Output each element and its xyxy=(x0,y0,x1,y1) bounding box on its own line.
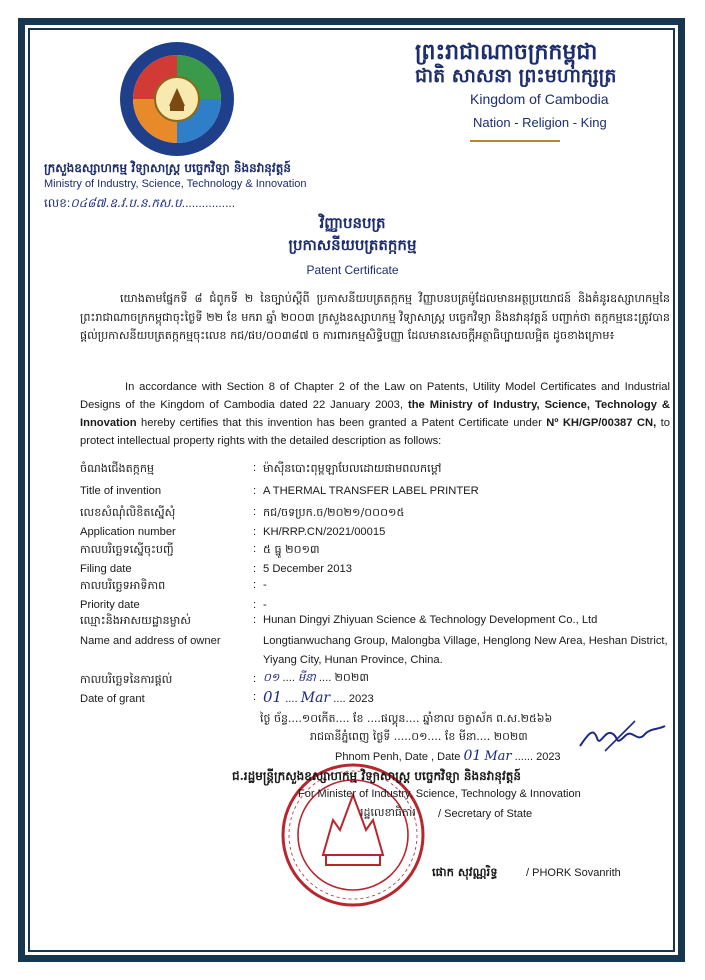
grant-kh-day: ០១ xyxy=(263,671,280,684)
handwritten-signature xyxy=(575,716,670,756)
field-filing-en: Filing date xyxy=(80,563,132,575)
field-grant-kh: កាលបរិច្ឆេទនៃការផ្តល់ xyxy=(80,673,173,686)
field-grant-val-kh: ០១ .... មីនា .... ២០២៣ xyxy=(263,671,369,684)
date-prefix: Phnom Penh, Date xyxy=(335,751,428,763)
grant-kh-year: ២០២៣ xyxy=(334,672,369,684)
field-filing-val-kh: ៥ ធ្នូ ២០១៣ xyxy=(263,543,320,556)
sign-month: Mar xyxy=(484,749,512,764)
cert-title-en: Patent Certificate xyxy=(306,263,399,277)
ministry-name-en: Ministry of Industry, Science, Technology & Innovation xyxy=(44,178,307,190)
field-priority-val-en: - xyxy=(263,599,267,611)
intro-en xyxy=(80,378,670,450)
intro-en-part3: to protect intellectual property rights with the detailed description as follows: xyxy=(80,417,670,447)
field-priority-kh: កាលបរិច្ឆេទអាទិភាព xyxy=(80,579,166,592)
role-en: For Minister of Industry, Science, Technology & Innovation xyxy=(298,788,581,800)
field-title-en: Title of invention xyxy=(80,485,162,497)
field-owner-val-line3: Yiyang City, Hunan Province, China. xyxy=(263,654,443,666)
grant-kh-month: មីនា xyxy=(298,671,316,684)
ref-prefix: លេខ: xyxy=(44,196,71,210)
field-owner-val-line2: Longtianwuchang Group, Malongba Village, Henglong New Area, Heshan District, xyxy=(263,635,668,647)
field-priority-en: Priority date xyxy=(80,599,140,611)
intro-kh: យោងតាមផ្នែកទី ៨ ជំពូកទី ២ នៃច្បាប់ស្តីពី ប្រកាសនីយបត្រតក្កកម្ម វិញ្ញាបនបត្រម៉ូដែលមានអត្ថប្រយោជន៍ និងគំនូរឧស្សាហកម្មនៃព្រះរាជាណាចក្រកម្ពុជាចុះថ្ងៃទី ២២ ខែ មករា ឆ្នាំ ២០០៣ ក្រសួងឧស្សាហកម្ម វិទ្យាសាស្ត្រ បច្ចេកវិទ្យា និងនវានុវត្តន៍ បញ្ជាក់ថា តក្កកម្មនេះត្រូវបានផ្តល់ប្រកាសនីយបត្រតក្កកម្មចុះលេខ កជ/ផប/០០៣៨៧ ច ការពារកម្មសិទ្ធិបញ្ញា ដែលមានសេចក្តីអត្ថាធិប្បាយលម្អិត ដូចខាងក្រោម៖ xyxy=(80,292,670,342)
cert-title-kh-line1: វិញ្ញាបនបត្រ xyxy=(319,214,386,232)
kingdom-kh-line2: ជាតិ សាសនា ព្រះមហាក្សត្រ xyxy=(415,65,617,87)
field-filing-val-en: 5 December 2013 xyxy=(263,563,352,575)
ref-dots: ................ xyxy=(181,196,236,210)
field-title-val-en: A THERMAL TRANSFER LABEL PRINTER xyxy=(263,485,479,497)
kingdom-kh-line1: ព្រះរាជាណាចក្រកម្ពុជា xyxy=(415,39,598,65)
field-filing-kh: កាលបរិច្ឆេទស្នើចុះបញ្ជី xyxy=(80,543,174,556)
reference-line xyxy=(44,195,235,213)
grant-month: Mar xyxy=(300,690,331,706)
cert-title-kh-line2: ប្រកាសនីយបត្រតក្កកម្ម xyxy=(288,236,417,254)
field-priority-val-kh: - xyxy=(263,579,267,591)
ministry-logo xyxy=(118,40,236,158)
field-app-kh: លេខសំណុំលិខិតស្នើសុំ xyxy=(80,506,176,519)
field-app-val-en: KH/RRP.CN/2021/00015 xyxy=(263,526,386,538)
field-owner-val-line1: Hunan Dingyi Zhiyuan Science & Technology Development Co., Ltd xyxy=(263,614,598,626)
intro-en-part2: hereby certifies that this invention has been granted a Patent Certificate under xyxy=(136,417,547,429)
field-app-val-kh: កជ/ចទប្រក.ច/២០២១/០០០១៥ xyxy=(263,506,405,519)
signer-name-kh: ផោក សុវណ្ណរិទ្ធ xyxy=(432,865,498,879)
motto-en: Nation - Religion - King xyxy=(473,115,607,130)
field-owner-kh: ឈ្មោះនិងអាសយដ្ឋានម្ចាស់ xyxy=(80,614,191,627)
field-title-kh: ចំណងជើងតក្កកម្ម xyxy=(80,462,155,475)
ministry-name-kh: ក្រសួងឧស្សាហកម្ម វិទ្យាសាស្ត្រ បច្ចេកវិទ្យា និងនវានុវត្តន៍ xyxy=(44,161,291,175)
field-grant-val-en: 01 .... Mar .... 2023 xyxy=(263,688,374,706)
field-owner-en: Name and address of owner xyxy=(80,635,221,647)
grant-day: 01 xyxy=(263,688,283,706)
field-app-en: Application number xyxy=(80,526,176,538)
intro-en-part1: In accordance with Section 8 of Chapter 2 of the Law on Patents, Utility Model Certificates and Industrial Designs of the Kingdom of Cambodia dated 22 January 2003, xyxy=(80,381,670,411)
field-grant-en: Date of grant xyxy=(80,693,145,705)
place-date-kh: រាជធានីភ្នំពេញ ថ្ងៃទី .....០១.... ខែ មីនា.... ២០២៣ xyxy=(310,730,528,743)
role-en2: / Secretary of State xyxy=(438,808,533,820)
ref-number: ០៤៨៧.ឧ.វ.ប.ន.កស.ប xyxy=(70,196,182,210)
role-kh: ជ.រដ្ឋមន្ត្រីក្រសួងឧស្សាហកម្ម វិទ្យាសាស្ត្រ បច្ចេកវិទ្យា និងនវានុវត្តន៍ xyxy=(232,769,521,783)
role-kh2: រដ្ឋលេខាធិការ xyxy=(360,806,416,819)
intro-en-bold: the Ministry of Industry, Science, Technology & Innovation xyxy=(80,399,671,429)
kingdom-en: Kingdom of Cambodia xyxy=(470,91,609,107)
lunar-date-line: ថ្ងៃ ច័ន្ទ....១០កើត.... ខែ ....ផល្គុន.... ឆ្នាំខាល ចត្វាស័ក ព.ស.២៥៦៦ xyxy=(260,712,553,725)
grant-year: 2023 xyxy=(348,693,374,705)
field-title-val-kh: ម៉ាស៊ីនបោះពុម្ពឡាបែលដោយផាមពលកម្តៅ xyxy=(263,462,442,475)
signer-name-en: / PHORK Sovanrith xyxy=(526,867,621,879)
ornament-divider xyxy=(470,140,560,142)
patent-number: Nº KH/GP/00387 CN, xyxy=(546,417,657,429)
place-date-en: Phnom Penh, Date , Date 01 Mar ...... 2023 xyxy=(335,748,561,764)
sign-year: 2023 xyxy=(536,751,561,763)
sign-day: 01 xyxy=(463,748,482,764)
